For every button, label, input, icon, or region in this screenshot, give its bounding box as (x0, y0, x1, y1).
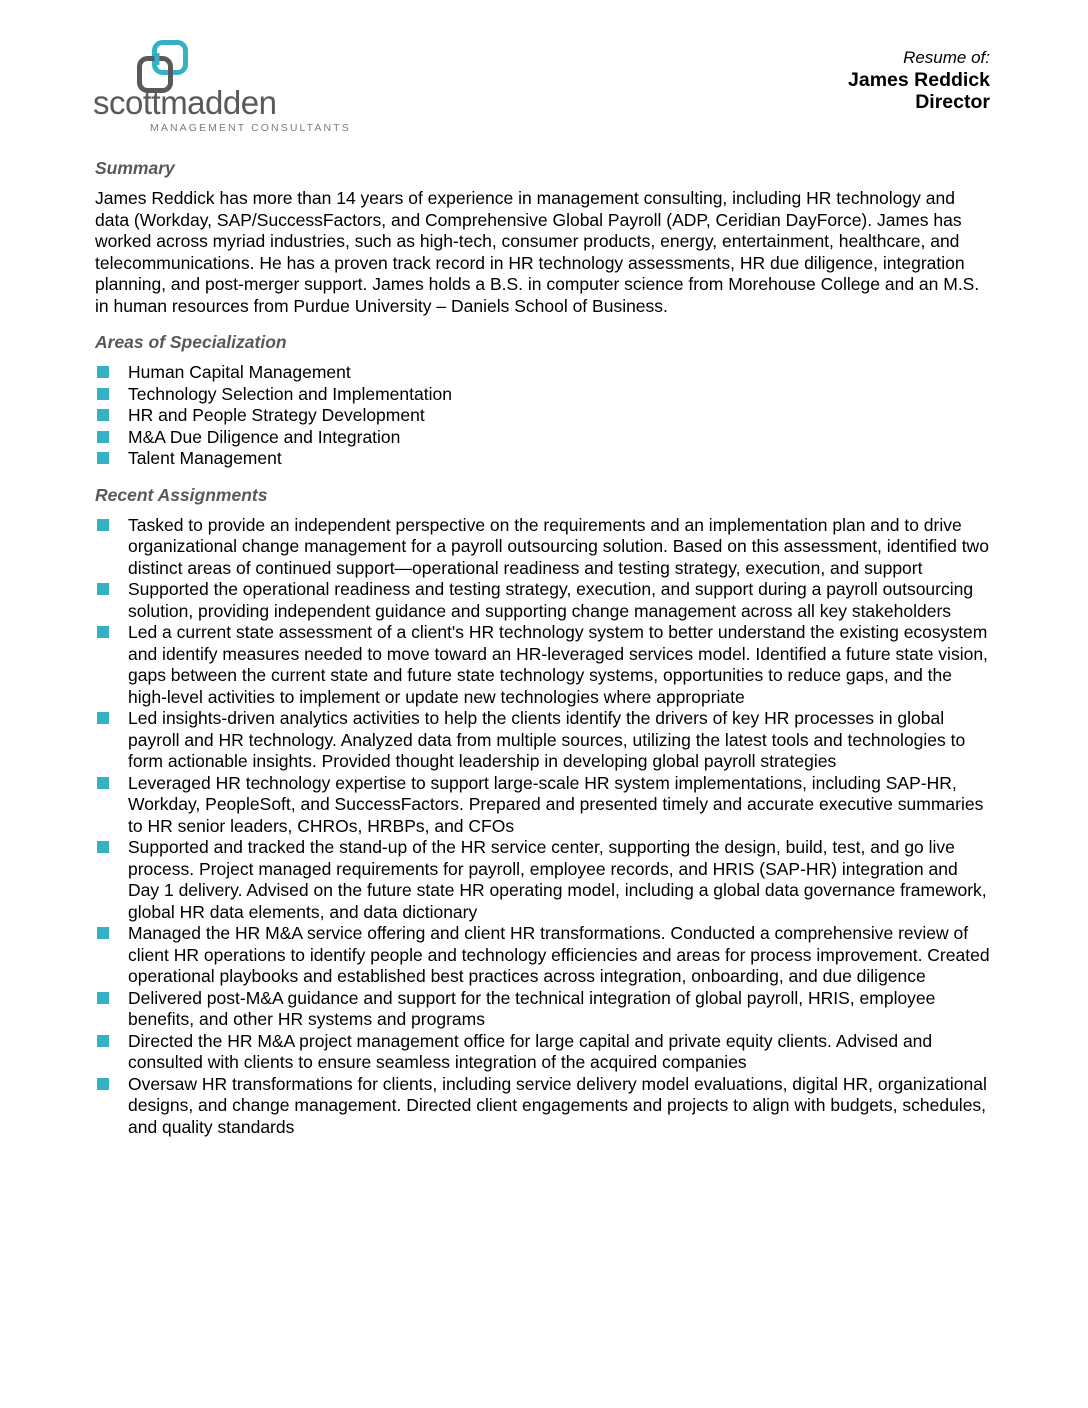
list-item (95, 362, 990, 384)
person-name: James Reddick (848, 69, 990, 91)
list-item-text: Leveraged HR technology expertise to support large-scale HR system implementations, including SAP-HR, Workday, PeopleSoft, and SuccessFactors. Prepared and presented timely and accurate executive summaries to HR senior leaders, CHROs, HRBPs, and CFOs (128, 772, 984, 836)
list-item (95, 515, 990, 580)
list-item-text: Led insights-driven analytics activities to help the clients identify the drivers of key HR processes in global payroll and HR technology. Analyzed data from multiple sources, utilizing the latest tools and technologies to form actionable insights. Provided thought leadership in developing global payroll strategies (128, 708, 966, 771)
list-item (95, 1074, 990, 1139)
list-item-text: Talent Management (128, 448, 282, 468)
header-right (848, 40, 990, 138)
list-item-text: Supported and tracked the stand-up of the HR service center, supporting the design, build, test, and go live process. Project managed requirements for payroll, employee records, and HRIS (SAP-HR) integration and Day 1 delivery. Advised on the future state HR operating model, including a global data governance framework, global HR data elements, and data dictionary (128, 837, 987, 922)
list-item (95, 708, 990, 773)
list-item-text: Tasked to provide an independent perspective on the requirements and an implementation plan and to drive organizational change management for a payroll outsourcing solution. Based on this assessment, identified two distinct areas of continued support—operational readiness and testing strategy, execution, and support (128, 514, 989, 578)
logo-wordmark: scottmadden (93, 84, 277, 121)
bullet-square-icon (97, 452, 109, 464)
bullet-square-icon (97, 626, 109, 638)
list-item (95, 579, 990, 622)
bullet-square-icon (97, 409, 109, 421)
summary-heading: Summary (95, 158, 175, 178)
list-item-text: M&A Due Diligence and Integration (128, 426, 401, 447)
bullet-square-icon (97, 777, 109, 789)
list-item-text: Delivered post-M&A guidance and support for the technical integration of global payroll, HRIS, employee benefits, and other HR systems and programs (128, 987, 936, 1029)
resume-of-label: Resume of: (903, 48, 990, 67)
list-item (95, 1031, 990, 1074)
bullet-square-icon (97, 583, 109, 595)
bullet-square-icon (97, 431, 109, 443)
list-item (95, 427, 990, 449)
list-item-text: Oversaw HR transformations for clients, including service delivery model evaluations, digital HR, organizational designs, and change management. Directed client engagements and projects to align with budgets, schedules, and quality standards (128, 1073, 987, 1137)
list-item-text: HR and People Strategy Development (128, 405, 425, 425)
list-item-text: Human Capital Management (128, 362, 351, 382)
list-item-text: Led a current state assessment of a client's HR technology system to better understand the existing ecosystem and identify measures needed to move toward an HR-leveraged services model. Identified a future state vision, gaps between the current state and future state technology systems, opportunities to reduce gaps, and the high-level activities to implement or update new technologies where appropriate (128, 622, 988, 707)
bullet-square-icon (97, 712, 109, 724)
list-item (95, 837, 990, 923)
list-item-text: Technology Selection and Implementation (128, 383, 452, 404)
areas-list (95, 362, 990, 470)
assignments-heading: Recent Assignments (95, 484, 268, 505)
list-item (95, 923, 990, 988)
list-item-text: Directed the HR M&A project management office for large capital and private equity clients. Advised and consulted with clients to ensure seamless integration of the acquired companies (128, 1030, 933, 1072)
logo-tagline: MANAGEMENT CONSULTANTS (150, 122, 351, 134)
areas-heading: Areas of Specialization (95, 332, 287, 352)
page-header (95, 40, 990, 138)
bullet-square-icon (97, 519, 109, 531)
list-item-text: Managed the HR M&A service offering and client HR transformations. Conducted a comprehensive review of client HR operations to identify people and technology efficiencies and areas for process improvement. Created operational playbooks and established best practices across integration, onboarding, and due diligence (128, 923, 990, 986)
list-item-text: Supported the operational readiness and testing strategy, execution, and support during a payroll outsourcing solution, providing independent guidance and supporting change management across all key stakeholders (128, 579, 974, 621)
scottmadden-logo (95, 40, 415, 138)
bullet-square-icon (97, 388, 109, 400)
bullet-square-icon (97, 841, 109, 853)
list-item (95, 448, 990, 470)
list-item (95, 384, 990, 406)
summary-paragraph: James Reddick has more than 14 years of experience in management consulting, including HR technology and data (Workday, SAP/SuccessFactors, and Comprehensive Global Payroll (ADP, Ceridian DayForce). James has worked across myriad industries, such as high-tech, consumer products, energy, entertainment, healthcare, and telecommunications. He has a proven track record in HR technology assessments, HR due diligence, integration planning, and post-merger support. James holds a B.S. in computer science from Morehouse College and an M.S. in human resources from Purdue University – Daniels School of Business. (95, 188, 980, 316)
bullet-square-icon (97, 992, 109, 1004)
assignments-list (95, 515, 990, 1139)
list-item (95, 773, 990, 838)
bullet-square-icon (97, 1078, 109, 1090)
bullet-square-icon (97, 366, 109, 378)
person-title: Director (915, 91, 990, 113)
bullet-square-icon (97, 927, 109, 939)
list-item (95, 405, 990, 427)
list-item (95, 988, 990, 1031)
list-item (95, 622, 990, 708)
bullet-square-icon (97, 1035, 109, 1047)
